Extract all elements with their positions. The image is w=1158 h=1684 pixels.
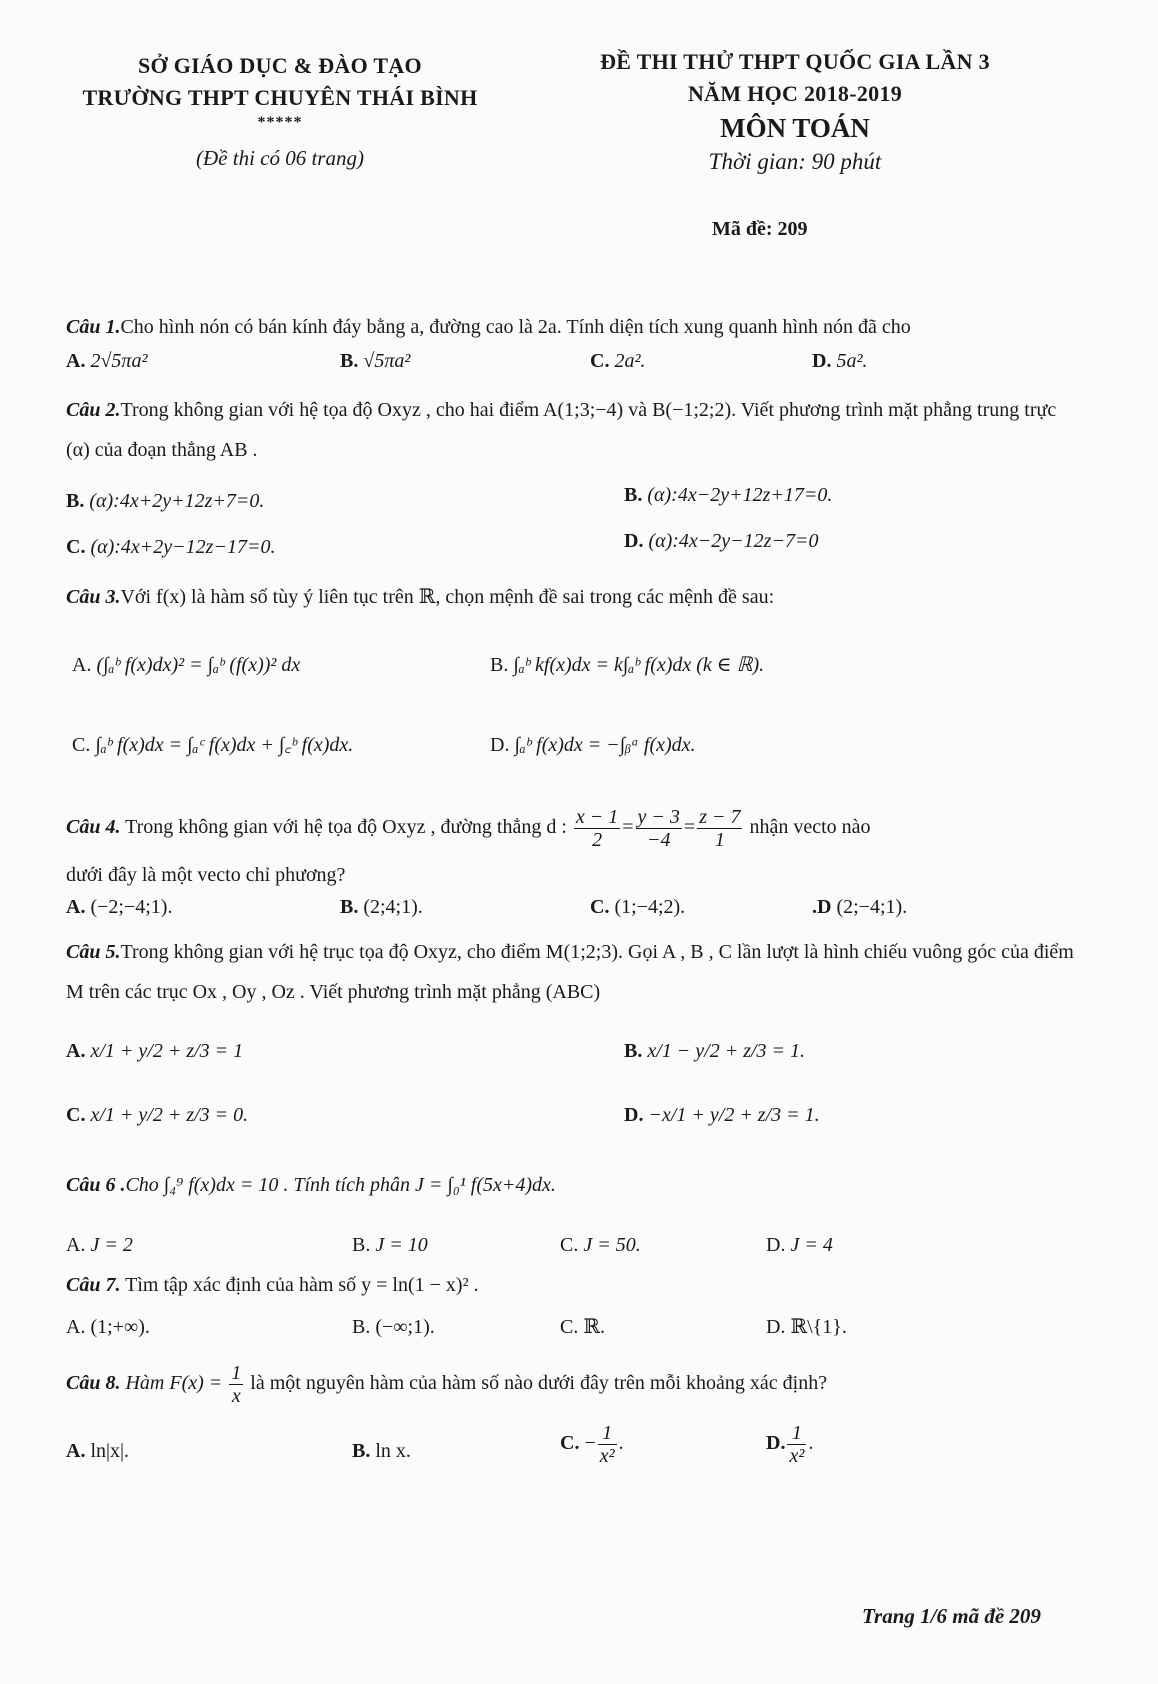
q3-option-b[interactable]	[490, 650, 764, 680]
period: .	[618, 1432, 624, 1455]
option-value: x/1 + y/2 + z/3 = 0.	[90, 1104, 249, 1126]
period: .	[808, 1432, 814, 1455]
q6-option-d[interactable]	[766, 1230, 833, 1260]
option-value: 5a².	[836, 350, 868, 372]
option-value: (α):4x−2y+12z+17=0.	[647, 484, 833, 506]
option-value: J = 4	[790, 1234, 833, 1256]
q8-option-a[interactable]	[66, 1436, 129, 1466]
option-value: ln x.	[375, 1440, 411, 1462]
q5-option-b[interactable]	[624, 1036, 805, 1066]
fraction	[229, 1362, 243, 1407]
denominator: −4	[646, 829, 671, 851]
option-letter: B.	[490, 654, 509, 676]
header-left	[40, 50, 520, 171]
question-label: Câu 4.	[66, 816, 121, 839]
option-value: (α):4x+2y−12z−17=0.	[90, 536, 276, 558]
option-letter: D.	[490, 734, 510, 756]
question-text: Trong không gian với hệ trục tọa độ Oxyz, cho điểm M(1;2;3). Gọi A , B , C lần lượt là hình chiếu vuông góc của điểm M trên các trục Ox , Oy , Oz . Viết phương trình mặt phẳng (ABC)	[66, 941, 1074, 1003]
q4-option-c[interactable]	[590, 892, 685, 922]
option-value: J = 50.	[583, 1234, 641, 1256]
fraction	[598, 1422, 617, 1467]
q1-option-b[interactable]	[340, 346, 410, 376]
question-text: Trong không gian với hệ tọa độ Oxyz , đường thẳng d :	[125, 816, 567, 839]
question-text-cont: nhận vecto nào	[749, 816, 871, 839]
option-value: ln|x|.	[90, 1440, 130, 1462]
question-label: Câu 1.	[66, 316, 121, 338]
q8-option-c[interactable]	[560, 1422, 624, 1467]
option-value: ℝ.	[583, 1316, 605, 1338]
q3-option-a[interactable]	[72, 650, 300, 680]
option-value: (2;−4;1).	[836, 896, 908, 918]
question-label: Câu 3.	[66, 586, 121, 608]
duration: Thời gian: 90 phút	[708, 149, 882, 174]
option-letter: C.	[590, 896, 610, 918]
option-value: ℝ\{1}.	[790, 1316, 847, 1338]
denominator: 2	[592, 829, 603, 851]
question-8	[66, 1362, 1076, 1407]
option-value: 2√5πa²	[90, 350, 148, 372]
option-letter: B.	[624, 1040, 643, 1062]
question-label: Câu 5.	[66, 941, 121, 963]
option-letter: D.	[766, 1432, 786, 1455]
q7-option-d[interactable]	[766, 1312, 847, 1342]
q1-option-d[interactable]	[812, 346, 867, 376]
question-1	[66, 312, 1076, 342]
option-letter: .D	[812, 896, 832, 918]
option-letter: C.	[66, 536, 86, 558]
option-value: ∫ₐᵇ f(x)dx = ∫ₐᶜ f(x)dx + ∫꜀ᵇ f(x)dx.	[95, 734, 354, 756]
option-letter: A.	[66, 350, 86, 372]
q3-option-d[interactable]	[490, 730, 696, 760]
option-letter: B.	[340, 350, 359, 372]
question-text: Hàm F(x) =	[125, 1372, 223, 1395]
denominator: x²	[599, 1445, 615, 1467]
denominator: x	[231, 1385, 241, 1407]
question-label: Câu 6 .	[66, 1174, 126, 1196]
numerator: z − 7	[699, 806, 741, 828]
question-7	[66, 1270, 1076, 1300]
fraction	[697, 806, 742, 851]
option-value: (2;4;1).	[363, 896, 423, 918]
q7-option-a[interactable]	[66, 1312, 150, 1342]
denominator: 1	[714, 829, 725, 851]
option-letter: B.	[352, 1440, 371, 1462]
option-value: 2a².	[614, 350, 646, 372]
option-value: J = 10	[375, 1234, 428, 1256]
numerator: y − 3	[637, 806, 680, 828]
option-letter: B.	[352, 1316, 371, 1338]
fraction	[787, 1422, 806, 1467]
school-year: NĂM HỌC 2018-2019	[687, 81, 903, 106]
question-text: Tìm tập xác định của hàm số y = ln(1 − x)² .	[125, 1274, 479, 1296]
option-value: √5πa²	[363, 350, 411, 372]
pages-note: (Đề thi có 06 trang)	[196, 146, 364, 170]
option-letter: D.	[812, 350, 832, 372]
option-letter: C.	[72, 734, 91, 756]
department-name: SỞ GIÁO DỤC & ĐÀO TẠO	[138, 53, 422, 78]
option-letter: A.	[66, 1440, 86, 1462]
option-letter: A.	[66, 1234, 86, 1256]
question-text: Với f(x) là hàm số tùy ý liên tục trên ℝ, chọn mệnh đề sai trong các mệnh đề sau:	[120, 586, 775, 608]
question-4-line2: dưới đây là một vecto chỉ phương?	[66, 864, 346, 886]
question-label: Câu 8.	[66, 1372, 121, 1395]
q2-option-c[interactable]	[66, 532, 275, 562]
option-letter: A.	[72, 654, 92, 676]
q5-option-a[interactable]	[66, 1036, 243, 1066]
option-value: (∫ₐᵇ f(x)dx)² = ∫ₐᵇ (f(x))² dx	[96, 654, 301, 676]
q6-option-b[interactable]	[352, 1230, 428, 1260]
option-letter: A.	[66, 1316, 86, 1338]
question-5	[66, 932, 1076, 1012]
option-letter: C.	[560, 1234, 579, 1256]
fraction	[574, 806, 620, 851]
option-value: (1;+∞).	[90, 1316, 150, 1338]
option-letter: D.	[624, 530, 644, 552]
option-letter: B.	[624, 484, 643, 506]
question-3	[66, 582, 1076, 612]
fraction	[636, 806, 682, 851]
option-value: x/1 + y/2 + z/3 = 1	[90, 1040, 244, 1062]
question-label: Câu 7.	[66, 1274, 121, 1296]
q4-option-d[interactable]	[812, 892, 907, 922]
option-value: (−∞;1).	[375, 1316, 435, 1338]
denominator: x²	[789, 1445, 805, 1467]
numerator: 1	[231, 1362, 242, 1384]
option-value: ∫ₐᵇ kf(x)dx = k∫ₐᵇ f(x)dx (k ∈ ℝ).	[513, 654, 765, 676]
question-label: Câu 2.	[66, 399, 121, 421]
q7-option-c[interactable]	[560, 1312, 605, 1342]
option-value: (α):4x+2y+12z+7=0.	[89, 490, 265, 512]
q6-option-c[interactable]	[560, 1230, 641, 1260]
q2-option-d[interactable]	[624, 526, 818, 556]
option-value: J = 2	[90, 1234, 133, 1256]
option-letter: B.	[340, 896, 359, 918]
numerator: 1	[787, 1422, 806, 1445]
option-value: (1;−4;2).	[614, 896, 686, 918]
header-right	[560, 46, 1030, 178]
q4-option-a[interactable]	[66, 892, 172, 922]
option-letter: B.	[352, 1234, 371, 1256]
numerator: 1	[598, 1422, 617, 1445]
question-text: Trong không gian với hệ tọa độ Oxyz , cho hai điểm A(1;3;−4) và B(−1;2;2). Viết phương trình mặt phẳng trung trực (α) của đoạn thẳng AB .	[66, 399, 1057, 461]
option-letter: B.	[66, 490, 85, 512]
question-4: Câu 4. Trong không gian với hệ tọa độ Oxyz , đường thẳng d : $\frac{x - 1}{2}$ = $\frac{y - 3}{-4}$ = $\frac{z - 7}{1}$ nhận vecto nào	[66, 806, 871, 851]
option-value: (−2;−4;1).	[90, 896, 173, 918]
option-letter: D.	[766, 1234, 786, 1256]
q2-option-a[interactable]	[66, 486, 264, 516]
numerator: x − 1	[575, 806, 619, 828]
option-letter: D.	[624, 1104, 644, 1126]
subject: MÔN TOÁN	[720, 113, 870, 143]
option-letter: A.	[66, 1040, 86, 1062]
q1-option-a[interactable]	[66, 346, 147, 376]
option-value: −x/1 + y/2 + z/3 = 1.	[648, 1104, 820, 1126]
q8-option-b[interactable]	[352, 1436, 411, 1466]
question-text: Cho hình nón có bán kính đáy bằng a, đường cao là 2a. Tính diện tích xung quanh hình nón đã cho	[120, 316, 911, 338]
q3-option-c[interactable]	[72, 730, 353, 760]
q6-option-a[interactable]	[66, 1230, 133, 1260]
page-footer: Trang 1/6 mã đề 209	[862, 1604, 1041, 1628]
option-value: ∫ₐᵇ f(x)dx = −∫ᵦᵃ f(x)dx.	[514, 734, 696, 756]
option-letter: C.	[66, 1104, 86, 1126]
question-text-cont: J = ∫₀¹ f(5x+4)dx.	[415, 1174, 556, 1196]
q8-option-d[interactable]	[766, 1422, 813, 1467]
option-letter: C.	[590, 350, 610, 372]
question-text: Cho ∫₄⁹ f(x)dx = 10 . Tính tích phân	[125, 1174, 410, 1196]
question-2	[66, 390, 1076, 470]
exam-code: Mã đề: 209	[712, 218, 808, 240]
minus-sign: −	[584, 1432, 596, 1455]
question-text-cont: là một nguyên hàm của hàm số nào dưới đây trên mỗi khoảng xác định?	[250, 1372, 828, 1395]
q2-option-b[interactable]	[624, 480, 832, 510]
q7-option-b[interactable]	[352, 1312, 435, 1342]
exam-title: ĐỀ THI THỬ THPT QUỐC GIA LẦN 3	[600, 49, 990, 74]
option-letter: C.	[560, 1432, 580, 1455]
stars-divider: *****	[257, 114, 303, 131]
option-letter: D.	[766, 1316, 786, 1338]
q5-option-d[interactable]	[624, 1100, 820, 1130]
option-value: (α):4x−2y−12z−7=0	[648, 530, 819, 552]
option-value: x/1 − y/2 + z/3 = 1.	[647, 1040, 806, 1062]
q5-option-c[interactable]	[66, 1100, 248, 1130]
option-letter: A.	[66, 896, 86, 918]
q4-option-b[interactable]	[340, 892, 423, 922]
option-letter: C.	[560, 1316, 579, 1338]
school-name: TRƯỜNG THPT CHUYÊN THÁI BÌNH	[82, 85, 478, 110]
question-6	[66, 1170, 1076, 1200]
q1-option-c[interactable]	[590, 346, 645, 376]
